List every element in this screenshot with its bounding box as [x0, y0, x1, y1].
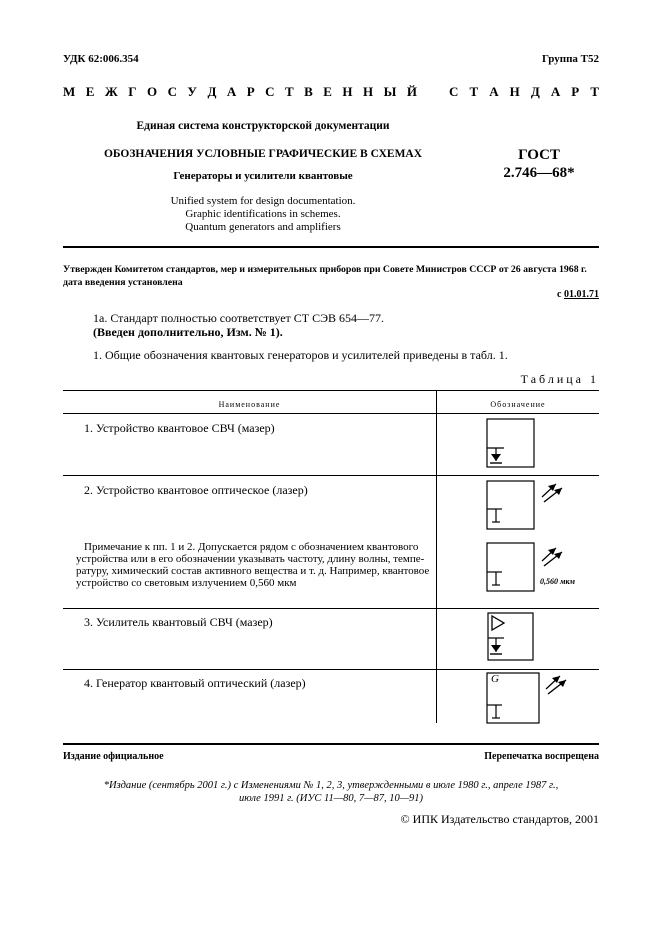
edition-note-line: июле 1991 г. (ИУС 11—80, 7—87, 10—91)	[238, 793, 424, 804]
table-column-divider	[436, 390, 437, 723]
udk-code: УДК 62:006.354	[63, 53, 139, 65]
row-border	[63, 669, 599, 670]
reprint-prohibited: Перепечатка воспрещена	[484, 751, 599, 762]
gost-number: 2.746—68*	[503, 165, 575, 181]
maser-device-symbol	[486, 418, 536, 470]
copyright: © ИПК Издательство стандартов, 2001	[400, 812, 599, 826]
edition-official: Издание официальное	[63, 751, 164, 762]
date-prefix: с	[557, 289, 562, 300]
maser-amplifier-symbol	[486, 608, 536, 666]
clause-1: 1. Общие обозначения квантовых генераторов и усилителей приведены в табл. 1.	[93, 348, 508, 362]
table-header-border	[63, 413, 599, 414]
laser-generator-symbol	[486, 672, 576, 726]
date-value: 01.01.71	[564, 289, 599, 300]
note-line: Примечание к пп. 1 и 2. Допускается рядом с обозначением квантового	[84, 541, 419, 553]
wavelength-label: 0,560 мкм	[540, 577, 576, 586]
banner-word: М Е Ж Г О С У Д А Р С Т В Е Н Н Ы Й	[63, 84, 417, 99]
banner-word: С Т А Н Д А Р Т	[449, 84, 599, 99]
note-line: устройство со световым излучением 0,560 мкм	[76, 577, 297, 589]
gost-label: ГОСТ	[518, 147, 560, 163]
approval-line: Утвержден Комитетом стандартов, мер и измерительных приборов при Совете Министров СССР от 26 августа 1968 г.	[63, 264, 587, 275]
document-subtitle: Генераторы и усилители квантовые	[173, 170, 353, 182]
generator-label: G	[491, 673, 499, 685]
english-title-line: Unified system for design documentation.	[170, 195, 356, 207]
note-line: ратуру, химический состав активного вещества и т. д. Например, квантовое	[76, 565, 430, 577]
title-divider	[63, 246, 599, 248]
note-line: устройства или в его обозначении указывать частоту, длину волны, темпе-	[76, 553, 425, 565]
table-caption: Таблица 1	[520, 372, 599, 386]
clause-1a-note: (Введен дополнительно, Изм. № 1).	[93, 325, 283, 339]
table-note	[76, 541, 434, 589]
footer-divider	[63, 743, 599, 745]
english-title	[63, 195, 463, 234]
table-top-border	[63, 390, 599, 391]
english-title-line: Graphic identifications in schemes.	[185, 208, 341, 220]
edition-note-line: *Издание (сентябрь 2001 г.) с Изменениями № 1, 2, 3, утвержденными в июле 1980 г., апреле 1987 г.,	[103, 780, 559, 791]
system-title: Единая система конструкторской документации	[136, 120, 390, 132]
group-code: Группа Т52	[541, 53, 599, 65]
standard-banner	[63, 84, 599, 100]
laser-device-symbol	[486, 480, 576, 532]
introduction-date	[557, 289, 599, 300]
column-header-symbol: Обозначение	[490, 400, 546, 409]
table-row-1-name: 1. Устройство квантовое СВЧ (мазер)	[84, 421, 275, 435]
english-title-line: Quantum generators and amplifiers	[185, 221, 341, 233]
clause-1a: 1а. Стандарт полностью соответствует СТ СЭВ 654—77.	[93, 311, 385, 325]
table-row-4-name: 4. Генератор квантовый оптический (лазер)	[84, 676, 306, 690]
edition-note	[63, 779, 599, 805]
table-row-2-name: 2. Устройство квантовое оптическое (лазер)	[84, 483, 308, 497]
introduction-label: дата введения установлена	[63, 277, 183, 288]
laser-wavelength-symbol	[486, 540, 606, 596]
column-header-name: Наименование	[218, 400, 281, 409]
row-border	[63, 475, 599, 476]
document-title: ОБОЗНАЧЕНИЯ УСЛОВНЫЕ ГРАФИЧЕСКИЕ В СХЕМАХ	[103, 148, 423, 160]
table-row-3-name: 3. Усилитель квантовый СВЧ (мазер)	[84, 615, 273, 629]
